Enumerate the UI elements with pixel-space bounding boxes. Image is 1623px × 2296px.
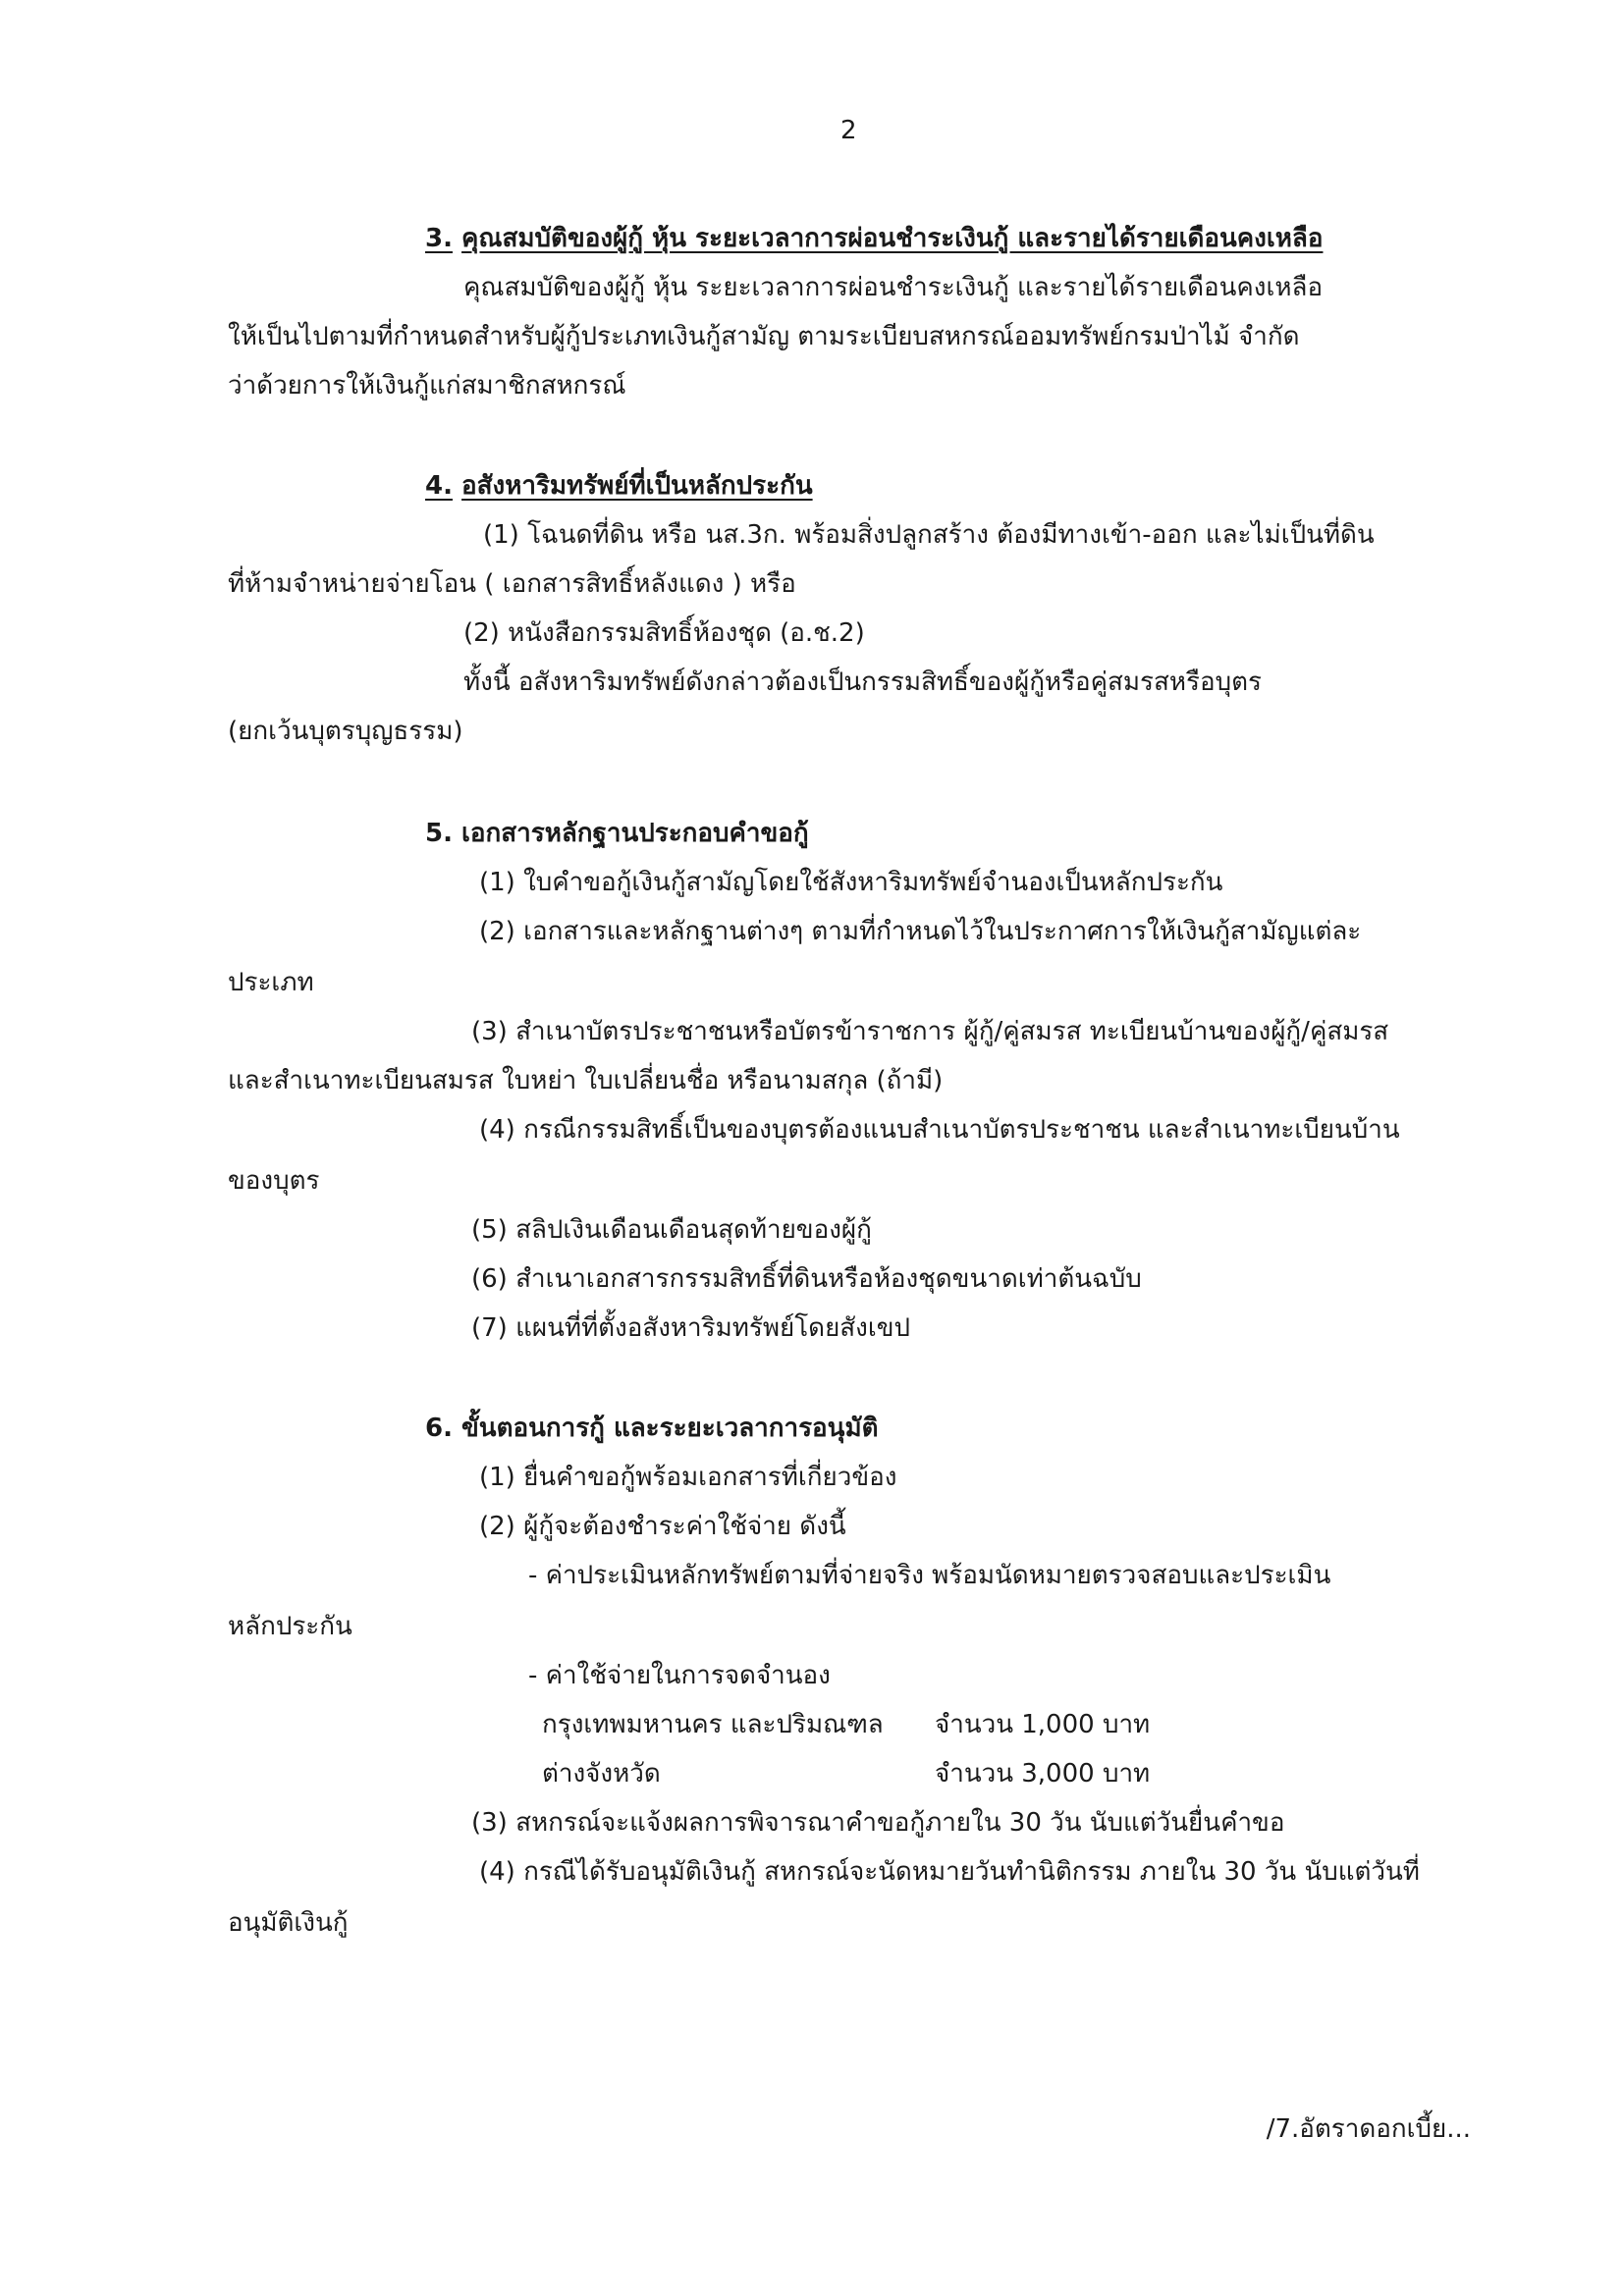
section-5-title: เอกสารหลักฐานประกอบคำขอกู้ (461, 819, 809, 848)
section-6-item-4-line-2: อนุมัติเงินกู้ (228, 1908, 349, 1938)
section-3-title: คุณสมบัติของผู้กู้ หุ้น ระยะเวลาการผ่อนชำระเงินกู้ และรายได้รายเดือนคงเหลือ (461, 224, 1324, 253)
section-6-item-2: (2) ผู้กู้จะต้องชำระค่าใช้จ่าย ดังนี้ (479, 1512, 846, 1541)
section-5-item-5: (5) สลิปเงินเดือนเดือนสุดท้ายของผู้กู้ (471, 1215, 872, 1245)
section-4-heading (425, 469, 813, 503)
continuation-footer: /7.อัตราดอกเบี้ย... (1266, 2114, 1471, 2144)
section-6-item-2-sub-1-line-1: - ค่าประเมินหลักทรัพย์ตามที่จ่ายจริง พร้อมนัดหมายตรวจสอบและประเมิน (528, 1561, 1331, 1590)
section-4-item-1-line-2: ที่ห้ามจำหน่ายจ่ายโอน ( เอกสารสิทธิ์หลังแดง ) หรือ (228, 569, 796, 599)
section-3-paragraph-line-2: ให้เป็นไปตามที่กำหนดสำหรับผู้กู้ประเภทเงินกู้สามัญ ตามระเบียบสหกรณ์ออมทรัพย์กรมป่าไม้ จำกัด (228, 322, 1300, 351)
fee-row-amount: จำนวน 3,000 บาท (935, 1759, 1151, 1789)
section-4-item-2: (2) หนังสือกรรมสิทธิ์ห้องชุด (อ.ช.2) (463, 618, 865, 648)
section-6-item-1: (1) ยื่นคำขอกู้พร้อมเอกสารที่เกี่ยวข้อง (479, 1463, 897, 1492)
section-5-item-2-line-1: (2) เอกสารและหลักฐานต่างๆ ตามที่กำหนดไว้ในประกาศการให้เงินกู้สามัญแต่ละ (479, 917, 1362, 946)
section-3-heading (425, 222, 1323, 255)
section-6-title: ขั้นตอนการกู้ และระยะเวลาการอนุมัติ (461, 1414, 879, 1443)
page-number: 2 (840, 116, 857, 145)
section-6-heading (425, 1412, 878, 1445)
section-5-item-6: (6) สำเนาเอกสารกรรมสิทธิ์ที่ดินหรือห้องชุดขนาดเท่าต้นฉบับ (471, 1264, 1142, 1294)
fee-row-amount: จำนวน 1,000 บาท (935, 1710, 1151, 1739)
section-4-note-line-2: (ยกเว้นบุตรบุญธรรม) (228, 717, 463, 746)
fee-row-area: กรุงเทพมหานคร และปริมณฑล (542, 1710, 884, 1739)
section-5-item-1: (1) ใบคำขอกู้เงินกู้สามัญโดยใช้สังหาริมทรัพย์จำนองเป็นหลักประกัน (479, 868, 1223, 897)
section-4-title: อสังหาริมทรัพย์ที่เป็นหลักประกัน (461, 471, 813, 501)
section-5-item-3-line-1: (3) สำเนาบัตรประชาชนหรือบัตรข้าราชการ ผู้กู้/คู่สมรส ทะเบียนบ้านของผู้กู้/คู่สมรส (471, 1017, 1389, 1046)
section-6-item-2-sub-2: - ค่าใช้จ่ายในการจดจำนอง (528, 1661, 831, 1690)
section-3-number: 3. (425, 224, 453, 253)
section-6-item-2-sub-1-line-2: หลักประกัน (228, 1612, 352, 1641)
section-5-item-4-line-1: (4) กรณีกรรมสิทธิ์เป็นของบุตรต้องแนบสำเนาบัตรประชาชน และสำเนาทะเบียนบ้าน (479, 1115, 1400, 1145)
section-5-item-7: (7) แผนที่ที่ตั้งอสังหาริมทรัพย์โดยสังเขป (471, 1313, 911, 1343)
section-4-item-1-line-1: (1) โฉนดที่ดิน หรือ นส.3ก. พร้อมสิ่งปลูกสร้าง ต้องมีทางเข้า-ออก และไม่เป็นที่ดิน (483, 520, 1375, 550)
section-5-item-4-line-2: ของบุตร (228, 1166, 320, 1196)
section-5-item-2-line-2: ประเภท (228, 968, 314, 997)
section-6-item-3: (3) สหกรณ์จะแจ้งผลการพิจารณาคำขอกู้ภายใน 30 วัน นับแต่วันยื่นคำขอ (471, 1808, 1285, 1838)
section-3-paragraph-line-3: ว่าด้วยการให้เงินกู้แก่สมาชิกสหกรณ์ (228, 371, 626, 400)
section-5-heading (425, 817, 809, 850)
section-4-number: 4. (425, 471, 453, 501)
section-5-number: 5. (425, 819, 453, 848)
section-6-number: 6. (425, 1414, 453, 1443)
section-3-paragraph-line-1: คุณสมบัติของผู้กู้ หุ้น ระยะเวลาการผ่อนชำระเงินกู้ และรายได้รายเดือนคงเหลือ (463, 273, 1324, 302)
section-6-item-4-line-1: (4) กรณีได้รับอนุมัติเงินกู้ สหกรณ์จะนัดหมายวันทำนิติกรรม ภายใน 30 วัน นับแต่วันที่ (479, 1857, 1420, 1887)
section-5-item-3-line-2: และสำเนาทะเบียนสมรส ใบหย่า ใบเปลี่ยนชื่อ หรือนามสกุล (ถ้ามี) (228, 1066, 944, 1095)
section-4-note-line-1: ทั้งนี้ อสังหาริมทรัพย์ดังกล่าวต้องเป็นกรรมสิทธิ์ของผู้กู้หรือคู่สมรสหรือบุตร (463, 667, 1262, 697)
fee-row-area: ต่างจังหวัด (542, 1759, 661, 1789)
